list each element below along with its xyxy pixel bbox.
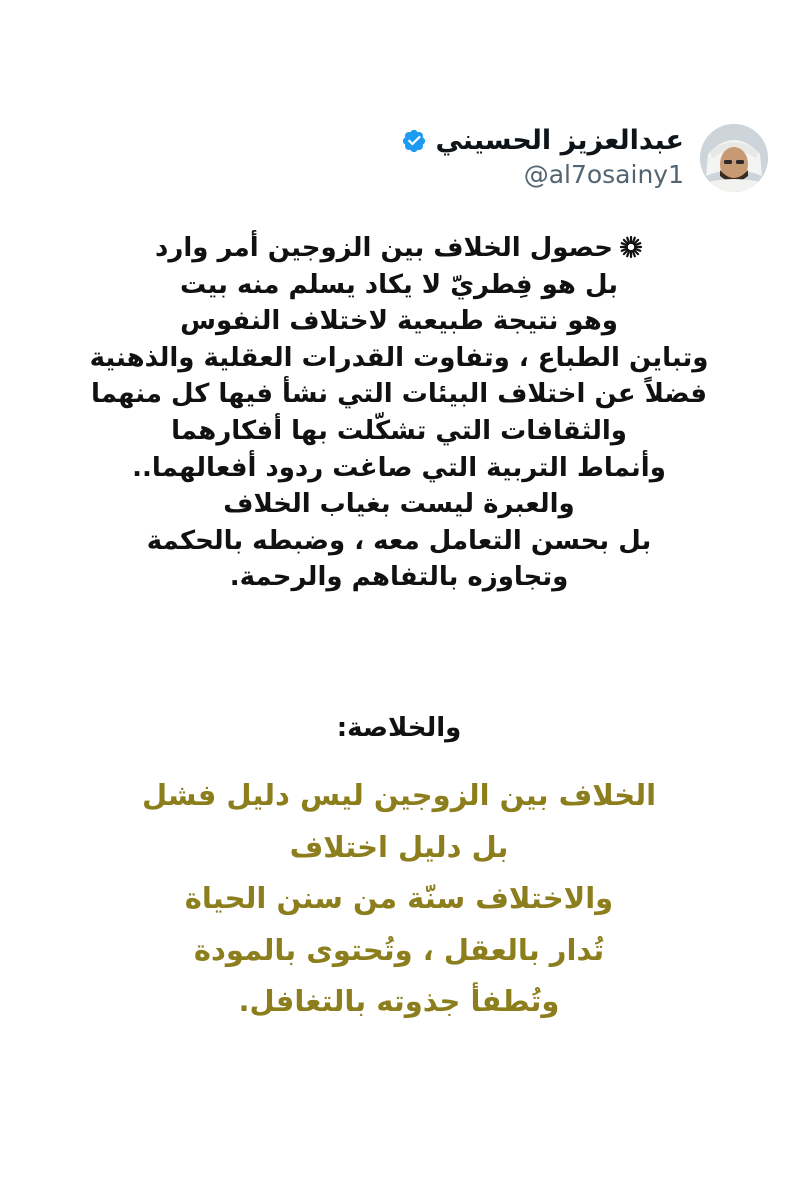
post-body bbox=[40, 230, 758, 596]
sunburst-bullet-icon bbox=[619, 235, 643, 259]
post-line-text: حصول الخلاف بين الزوجين أمر وارد bbox=[155, 233, 613, 263]
post-line: بل هو فِطريّ لا يكاد يسلم منه بيت bbox=[180, 269, 618, 300]
post-line: والثقافات التي تشكّلت بها أفكارهما bbox=[171, 415, 627, 446]
post-header bbox=[348, 118, 768, 198]
post-line: وتجاوزه بالتفاهم والرحمة. bbox=[229, 562, 569, 593]
post-line: بل بحسن التعامل معه ، وضبطه بالحكمة bbox=[146, 525, 652, 556]
summary-line: الخلاف بين الزوجين ليس دليل فشل bbox=[141, 778, 657, 812]
summary-line: تُدار بالعقل ، وتُحتوى بالمودة bbox=[193, 932, 605, 967]
post-line: فضلاً عن اختلاف البيئات التي نشأ فيها كل منهما bbox=[90, 379, 708, 410]
post-line: وأنماط التربية التي صاغت ردود أفعالهما.. bbox=[132, 452, 666, 483]
summary-line: بل دليل اختلاف bbox=[289, 829, 509, 864]
author-info bbox=[401, 124, 684, 189]
summary-body bbox=[40, 770, 758, 1028]
post-line: والعبرة ليست بغياب الخلاف bbox=[223, 489, 575, 520]
summary-title: والخلاصة: bbox=[336, 713, 462, 743]
avatar[interactable] bbox=[700, 124, 768, 192]
post-line: وتباين الطباع ، وتفاوت القدرات العقلية والذهنية bbox=[89, 342, 709, 373]
author-handle[interactable]: @al7osainy1 bbox=[523, 160, 684, 189]
verified-badge-icon bbox=[401, 128, 427, 154]
avatar-photo-icon bbox=[700, 124, 768, 192]
summary-line: وتُطفأ جذوته بالتغافل. bbox=[238, 984, 560, 1018]
post-line: وهو نتيجة طبيعية لاختلاف النفوس bbox=[180, 306, 618, 337]
summary-line: والاختلاف سنّة من سنن الحياة bbox=[184, 881, 614, 915]
post-line bbox=[40, 230, 758, 267]
author-display-name[interactable]: عبدالعزيز الحسيني bbox=[435, 125, 684, 156]
